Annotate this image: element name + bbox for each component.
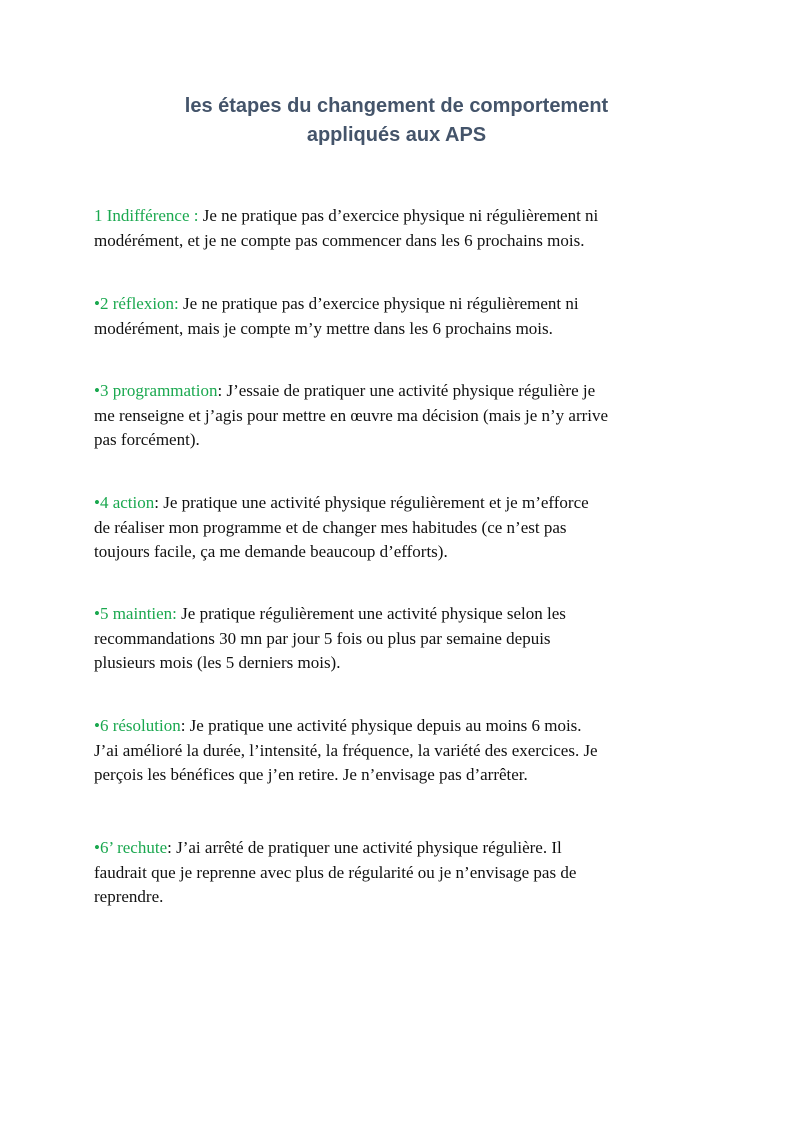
stage-label: •3 programmation bbox=[94, 381, 218, 400]
stage-text: Je ne pratique pas d’exercice physique ni régulièrement ni bbox=[198, 206, 599, 225]
stage-line bbox=[94, 204, 704, 229]
stage-label: •2 réflexion: bbox=[94, 294, 179, 313]
stage-text: : Je pratique une activité physique régulièrement et je m’efforce bbox=[154, 493, 589, 512]
stage-line: J’ai amélioré la durée, l’intensité, la fréquence, la variété des exercices. Je bbox=[94, 740, 598, 760]
stage-line: pas forcément). bbox=[94, 430, 200, 449]
stage-text: Je pratique régulièrement une activité physique selon les bbox=[176, 604, 566, 623]
stage-line bbox=[94, 714, 704, 739]
stage-line: faudrait que je reprenne avec plus de régularité ou je n’envisage pas de bbox=[94, 862, 577, 882]
document-title bbox=[0, 92, 793, 150]
stage-line bbox=[94, 602, 704, 627]
stage-resolution bbox=[94, 714, 704, 788]
stage-text: : J’essaie de pratiquer une activité physique régulière je bbox=[217, 381, 596, 400]
stage-line bbox=[94, 379, 704, 404]
stage-line: me renseigne et j’agis pour mettre en œuvre ma décision (mais je n’y arrive bbox=[94, 405, 609, 425]
stage-reflexion bbox=[94, 292, 704, 341]
stage-text: : Je pratique une activité physique depuis au moins 6 mois. bbox=[180, 716, 582, 735]
stage-text: : J’ai arrêté de pratiquer une activité physique régulière. Il bbox=[167, 838, 562, 857]
stage-indifference bbox=[94, 204, 704, 253]
stage-label: •6’ rechute bbox=[94, 838, 168, 857]
stage-line: plusieurs mois (les 5 derniers mois). bbox=[94, 653, 341, 672]
stage-line: perçois les bénéfices que j’en retire. Je n’envisage pas d’arrêter. bbox=[94, 765, 528, 784]
stage-label: •5 maintien: bbox=[94, 604, 177, 623]
stage-action bbox=[94, 491, 704, 565]
stage-line bbox=[94, 292, 704, 317]
title-line-2: appliqués aux APS bbox=[306, 124, 487, 146]
stage-line: modérément, et je ne compte pas commencer dans les 6 prochains mois. bbox=[94, 230, 585, 250]
stage-label: •4 action bbox=[94, 493, 155, 512]
stage-line: reprendre. bbox=[94, 887, 164, 906]
stage-line: de réaliser mon programme et de changer mes habitudes (ce n’est pas bbox=[94, 517, 567, 537]
stage-line: recommandations 30 mn par jour 5 fois ou plus par semaine depuis bbox=[94, 628, 551, 648]
stage-line: modérément, mais je compte m’y mettre dans les 6 prochains mois. bbox=[94, 318, 553, 338]
stage-label: •6 résolution bbox=[94, 716, 181, 735]
stage-maintien bbox=[94, 602, 704, 676]
stage-line bbox=[94, 491, 704, 516]
stage-label: 1 Indifférence : bbox=[94, 206, 199, 225]
title-line-1: les étapes du changement de comportement bbox=[184, 95, 609, 117]
stage-text: Je ne pratique pas d’exercice physique ni régulièrement ni bbox=[178, 294, 579, 313]
stage-line bbox=[94, 836, 704, 861]
stage-line: toujours facile, ça me demande beaucoup d’efforts). bbox=[94, 542, 448, 561]
stage-programmation bbox=[94, 379, 704, 453]
stage-rechute bbox=[94, 836, 704, 910]
